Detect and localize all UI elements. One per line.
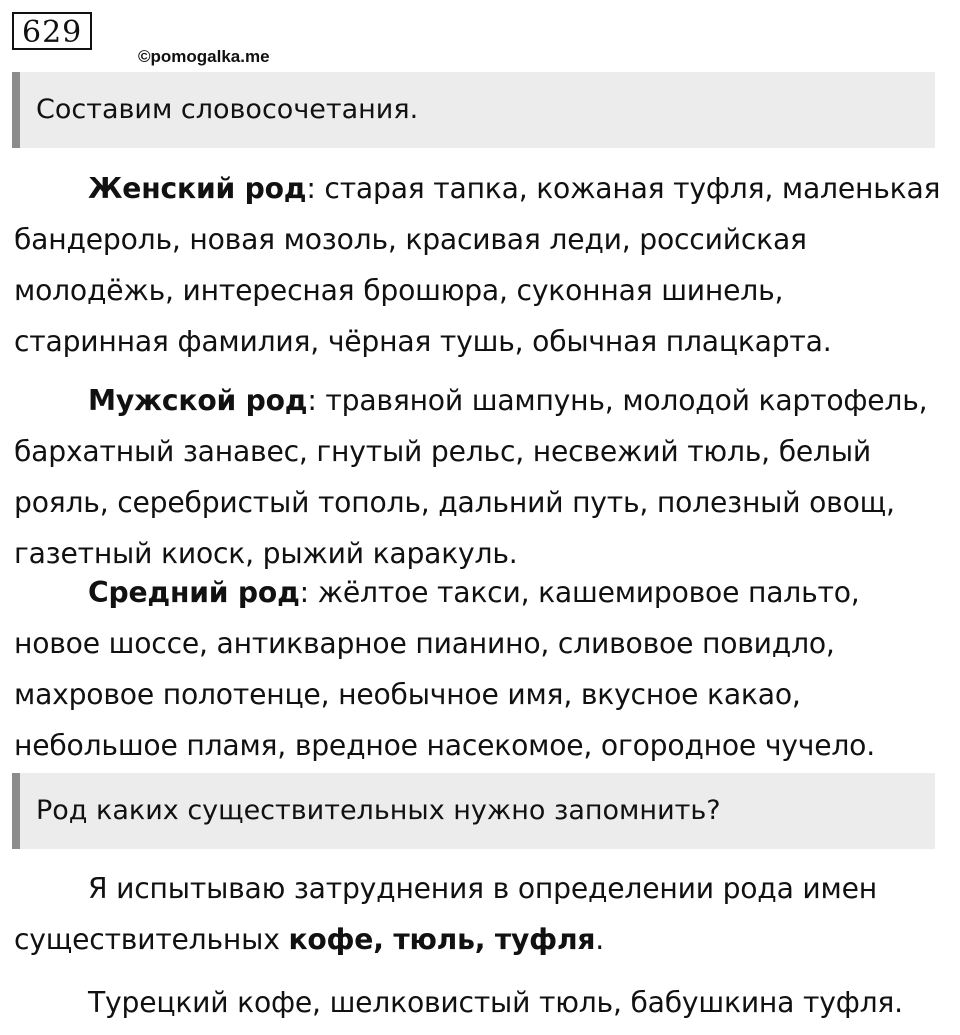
paragraph-line: новое шоссе, антикварное пианино, сливовое повидло,: [14, 627, 835, 660]
paragraph-feminine: [14, 163, 949, 367]
question-box-gender-memorize: [12, 773, 935, 849]
paragraph-line: махровое полотенце, необычное имя, вкусное какао,: [14, 678, 801, 711]
text-fragment: : жёлтое такси, кашемировое пальто,: [299, 576, 860, 609]
paragraph-line: газетный киоск, рыжий каракуль.: [14, 537, 518, 570]
paragraph-examples: [14, 977, 949, 1028]
question-box-compose-phrases: [12, 72, 935, 148]
task-number: 629: [12, 12, 92, 50]
gender-label-masculine: Мужской род: [88, 384, 308, 417]
watermark: ©pomogalka.me: [138, 47, 270, 66]
text-fragment: : травяной шампунь, молодой картофель,: [307, 384, 928, 417]
paragraph-line: Турецкий кофе, шелковистый тюль, бабушкина туфля.: [88, 986, 903, 1019]
gender-label-neuter: Средний род: [88, 576, 300, 609]
text-fragment: .: [595, 923, 605, 956]
paragraph-line: старинная фамилия, чёрная тушь, обычная плацкарта.: [14, 325, 832, 358]
paragraph-line: небольшое пламя, вредное насекомое, огородное чучело.: [14, 729, 875, 762]
paragraph-line: [14, 567, 949, 618]
paragraph-line: рояль, серебристый тополь, дальний путь, полезный овощ,: [14, 486, 895, 519]
text-fragment: существительных: [14, 923, 289, 956]
text-fragment: : старая тапка, кожаная туфля, маленькая: [306, 172, 941, 205]
paragraph-line: Я испытываю затруднения в определении рода имен: [88, 872, 877, 905]
paragraph-line: [14, 375, 949, 426]
paragraph-neuter: [14, 567, 949, 771]
question-text: Род каких существительных нужно запомнить?: [36, 795, 721, 826]
paragraph-line: [14, 163, 949, 214]
paragraph-line: бархатный занавес, гнутый рельс, несвежий тюль, белый: [14, 435, 872, 468]
paragraph-line: [14, 914, 949, 965]
question-text: Составим словосочетания.: [36, 94, 419, 125]
paragraph-line: молодёжь, интересная брошюра, суконная шинель,: [14, 274, 784, 307]
paragraph-answer: [14, 863, 949, 965]
emphasized-words: кофе, тюль, туфля: [288, 923, 596, 956]
gender-label-feminine: Женский род: [88, 172, 307, 205]
paragraph-masculine: [14, 375, 949, 579]
paragraph-line: бандероль, новая мозоль, красивая леди, российская: [14, 223, 807, 256]
